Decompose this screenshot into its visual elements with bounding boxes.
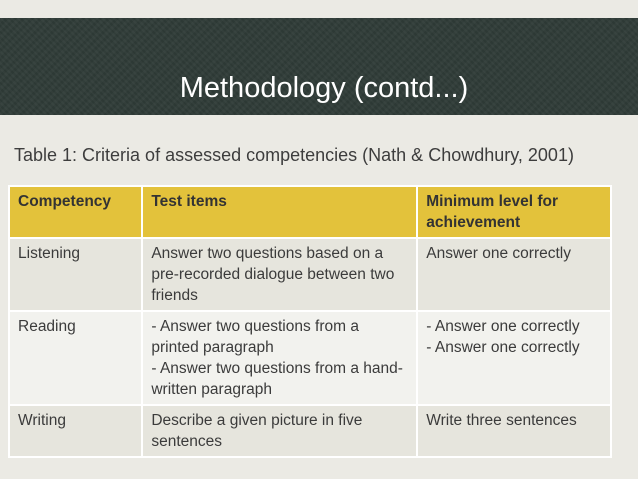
criteria-table (8, 185, 612, 458)
cell-competency: Reading (9, 311, 142, 405)
cell-line: - Answer one correctly (426, 318, 580, 335)
cell-line: Write three sentences (426, 412, 577, 429)
cell-line: - Answer one correctly (426, 339, 580, 356)
cell-competency: Writing (9, 405, 142, 457)
cell-min-level (417, 238, 611, 311)
cell-min-level (417, 311, 611, 405)
header-competency: Competency (9, 186, 142, 238)
header-minimum-level: Minimum level for achievement (417, 186, 611, 238)
cell-line: Answer one correctly (426, 245, 571, 262)
top-strip (0, 0, 638, 18)
header-test-items: Test items (142, 186, 417, 238)
table-header-row (9, 186, 611, 238)
cell-competency: Listening (9, 238, 142, 311)
title-band (0, 18, 638, 115)
table-caption: Table 1: Criteria of assessed competencies (Nath & Chowdhury, 2001) (14, 145, 574, 165)
slide-title: Methodology (contd...) (179, 72, 469, 104)
table-row (9, 405, 611, 457)
cell-test-items (142, 238, 417, 311)
cell-line: - Answer two questions from a printed paragraph (151, 318, 359, 356)
cell-test-items (142, 405, 417, 457)
cell-line: Answer two questions based on a pre-recorded dialogue between two friends (151, 245, 395, 304)
cell-min-level (417, 405, 611, 457)
table-row (9, 238, 611, 311)
cell-line: Describe a given picture in five sentences (151, 412, 363, 450)
cell-line: - Answer two questions from a hand-written paragraph (151, 360, 403, 398)
cell-test-items (142, 311, 417, 405)
table-row (9, 311, 611, 405)
